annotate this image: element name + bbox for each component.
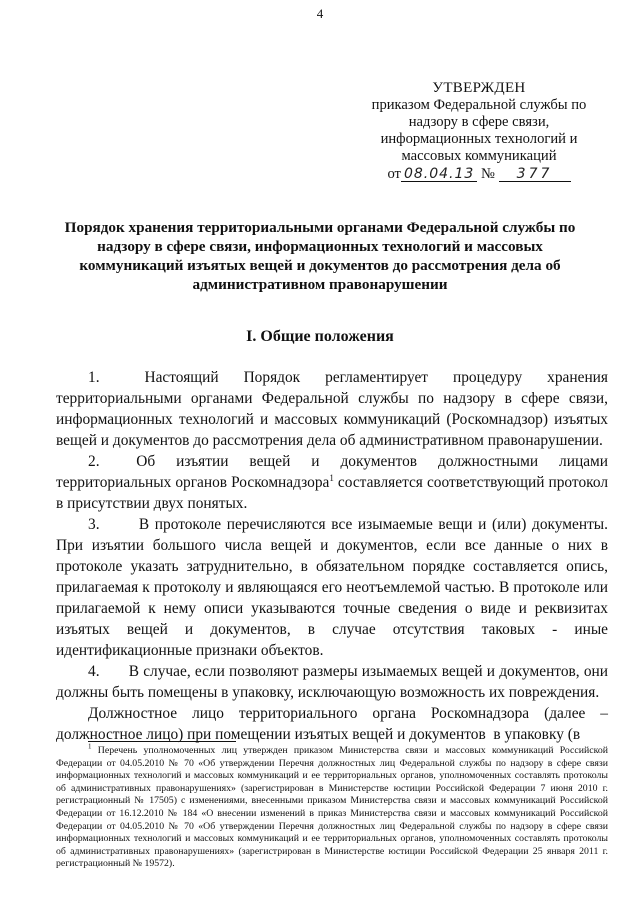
section-title: I. Общие положения [246,328,394,345]
order-date-number-line [360,166,598,183]
document-body [56,367,608,745]
footnote-text: Перечень уполномоченных лиц утвержден приказом Министерства связи и массовых коммуникаций Российской Федерации от 04.05.2010 № 70 «Об утверждении Перечня должностных лиц Федеральной службы по надзору в сфере связи информационных технологий и массовых коммуникаций и ее территориальных органов, уполномоченных составлять протоколы об административных правонарушениях» (зарегистрирован в Министерстве юстиции Российской Федерации 7 июня 2010 г. регистрационный № 17505) с изменениями, внесенными приказом Министерства связи и массовых коммуникаций Российской Федерации от 16.12.2010 № 184 «О внесении изменений в приказ Министерства связи и массовых коммуникаций Российской Федерации от 04.05.2010 № 70 «Об утверждении Перечня должностных лиц Федеральной службы по надзору в сфере связи информационных технологий и массовых коммуникаций и ее территориальных органов, уполномоченных составлять протоколы об административных правонарушениях» (зарегистрирован в Министерстве юстиции Российской Федерации 25 января 2011 г. регистрационный № 19572). [56,745,608,870]
approval-line-1: приказом Федеральной службы по [371,97,587,113]
paragraph-2 [56,451,608,514]
footnote [56,742,608,871]
paragraph-1: 1. Настоящий Порядок регламентирует процедуру хранения территориальными органами Федеральной службы по надзору в сфере связи, информационных технологий и массовых коммуникаций (Роскомнадзор) изъятых вещей и документов до рассмотрения дела об административном правонарушении. [56,369,608,449]
footnote-mark: 1 [88,742,92,751]
approval-heading: УТВЕРЖДЕН [432,80,526,96]
approval-stamp-block [360,80,598,183]
paragraph-2-text-end: составляется соответствующий протокол в присутствии двух понятых. [56,474,609,512]
paragraph-5: Должностное лицо территориального органа Роскомнадзора (далее – должностное лицо) при помещении изъятых вещей и документов в упаковку (в [56,705,608,743]
order-number-sign: № [480,166,495,182]
footnote-divider [88,741,236,742]
order-date-handwritten: 08.04.13 [401,167,477,182]
order-date-prefix: от [387,166,401,182]
approval-line-4: массовых коммуникаций [401,148,557,164]
footnote-reference[interactable]: 1 [329,472,334,483]
approval-line-3: информационных технологий и [380,131,578,147]
paragraph-4: 4. В случае, если позволяют размеры изымаемых вещей и документов, они должны быть помещены в упаковку, исключающую возможность их повреждения. [56,663,608,701]
document-title: Порядок хранения территориальными органами Федеральной службы по надзору в сфере связи, информационных технологий и массовых коммуникаций изъятых вещей и документов до рассмотрения дела об административном правонарушении [64,219,576,293]
paragraph-2-text-start: 2. Об изъятии вещей и документов должностными лицами территориальных органов Роскомнадзора [56,453,608,491]
page-number: 4 [316,6,324,21]
paragraph-3: 3. В протоколе перечисляются все изымаемые вещи и (или) документы. При изъятии большого числа вещей и документов, если все данные о них в протоколе указать затруднительно, в обязательном порядке составляется опись, прилагаемая к протоколу и являющаяся его неотъемлемой частью. В протоколе или прилагаемой к нему описи указываются точные сведения о виде и реквизитах изъятых вещей и документов, в случае отсутствия таковых - иные идентификационные признаки объектов. [56,516,608,659]
order-number-handwritten: 377 [499,167,571,182]
approval-line-2: надзору в сфере связи, [408,114,550,130]
